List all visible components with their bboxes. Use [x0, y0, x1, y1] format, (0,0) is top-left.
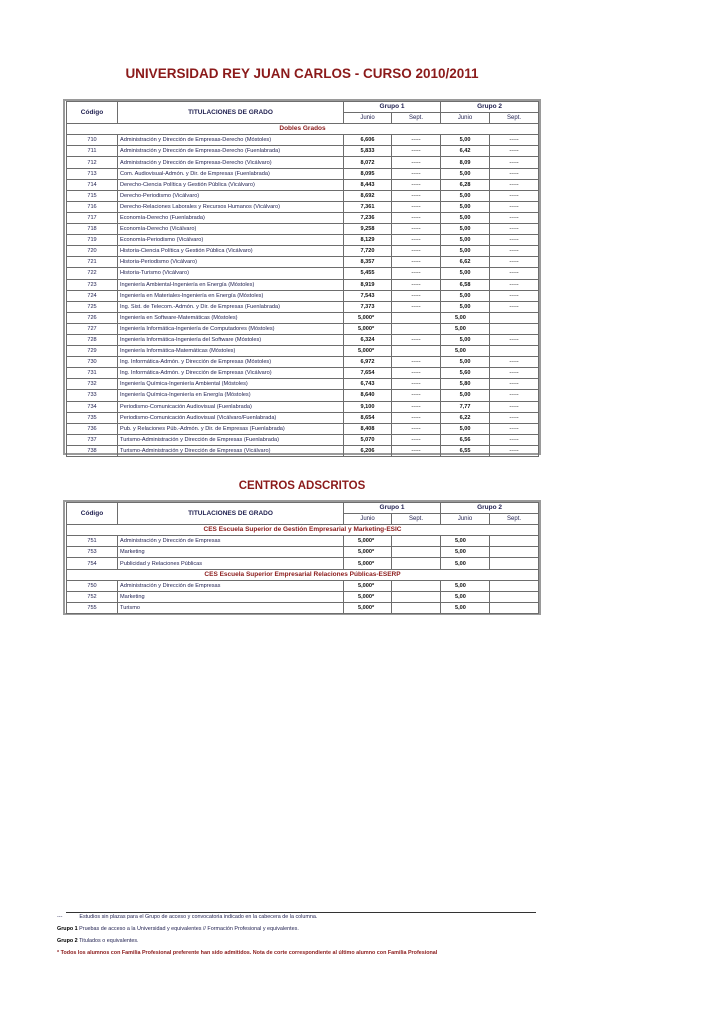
table-row	[67, 323, 539, 334]
centros-adscritos-title	[0, 480, 728, 492]
footnote-grupo2	[57, 938, 139, 944]
row-codigo: 755	[67, 602, 118, 613]
row-g1-sept: -----	[392, 235, 441, 246]
row-g2-sept: -----	[490, 257, 539, 268]
row-titulacion: Marketing	[118, 591, 344, 602]
row-g1-sept: -----	[392, 135, 441, 146]
row-g2-sept: -----	[490, 146, 539, 157]
table-row	[67, 401, 539, 412]
row-codigo: 751	[67, 536, 118, 547]
row-codigo: 721	[67, 257, 118, 268]
row-titulacion: Historia-Ciencia Política y Gestión Pública (Vicálvaro)	[118, 246, 344, 257]
row-titulacion: Ing. Sist. de Telecom.-Admón. y Dir. de Empresas (Fuenlabrada)	[118, 301, 344, 312]
row-g2-sept	[490, 547, 539, 558]
row-g1-sept: -----	[392, 246, 441, 257]
row-g1-junio: 7,373	[344, 301, 392, 312]
footnote-grupo2-label: Grupo 2	[57, 938, 78, 944]
table-row	[67, 246, 539, 257]
row-g1-junio: 8,654	[344, 412, 392, 423]
table-row	[67, 201, 539, 212]
section-esic: CES Escuela Superior de Gestión Empresarial y Marketing-ESIC	[67, 525, 539, 536]
row-g2-junio: 5,00	[441, 323, 490, 334]
row-g1-sept: -----	[392, 279, 441, 290]
row-g1-sept	[392, 547, 441, 558]
row-titulacion: Administración y Dirección de Empresas-Derecho (Fuenlabrada)	[118, 146, 344, 157]
table-row	[67, 235, 539, 246]
table-row	[67, 580, 539, 591]
row-codigo: 714	[67, 179, 118, 190]
footnote-divider	[66, 912, 536, 913]
row-codigo: 723	[67, 279, 118, 290]
row-g1-sept: -----	[392, 190, 441, 201]
row-g2-junio: 6,62	[441, 257, 490, 268]
row-titulacion: Administración y Dirección de Empresas-Derecho (Móstoles)	[118, 135, 344, 146]
row-codigo: 730	[67, 357, 118, 368]
row-g2-junio: 6,58	[441, 279, 490, 290]
row-g2-sept: -----	[490, 368, 539, 379]
row-codigo: 715	[67, 190, 118, 201]
row-g2-junio: 5,00	[441, 312, 490, 323]
row-g1-sept: -----	[392, 368, 441, 379]
header-grupo2: Grupo 2	[441, 503, 539, 514]
row-g2-junio: 5,00	[441, 547, 490, 558]
row-g2-junio: 6,28	[441, 179, 490, 190]
row-g1-sept: -----	[392, 390, 441, 401]
table-row	[67, 168, 539, 179]
row-g1-sept: -----	[392, 379, 441, 390]
row-g1-junio: 5,000*	[344, 536, 392, 547]
row-titulacion: Turismo-Administración y Dirección de Empresas (Fuenlabrada)	[118, 434, 344, 445]
row-g2-sept: -----	[490, 224, 539, 235]
row-titulacion: Administración y Dirección de Empresas	[118, 580, 344, 591]
row-g1-sept: -----	[392, 423, 441, 434]
row-titulacion: Turismo-Administración y Dirección de Empresas (Vicálvaro)	[118, 445, 344, 456]
table-row	[67, 357, 539, 368]
row-g2-junio: 5,00	[441, 346, 490, 357]
row-codigo: 738	[67, 445, 118, 456]
table-row	[67, 279, 539, 290]
table-row	[67, 212, 539, 223]
row-g2-sept: -----	[490, 157, 539, 168]
row-g1-sept	[392, 346, 441, 357]
header-junio-g2: Junio	[441, 514, 490, 525]
row-g1-sept: -----	[392, 268, 441, 279]
row-codigo: 728	[67, 334, 118, 345]
row-codigo: 722	[67, 268, 118, 279]
row-g2-sept	[490, 323, 539, 334]
row-g2-sept: -----	[490, 357, 539, 368]
header-sept-g1: Sept.	[392, 113, 441, 124]
row-titulacion: Derecho-Ciencia Política y Gestión Pública (Vicálvaro)	[118, 179, 344, 190]
row-codigo: 713	[67, 168, 118, 179]
row-codigo: 725	[67, 301, 118, 312]
row-g1-junio: 6,206	[344, 445, 392, 456]
row-g1-junio: 8,095	[344, 168, 392, 179]
row-codigo: 716	[67, 201, 118, 212]
row-g1-junio: 5,070	[344, 434, 392, 445]
row-g1-sept: -----	[392, 434, 441, 445]
row-titulacion: Ingeniería Informática-Ingeniería del Software (Móstoles)	[118, 334, 344, 345]
row-g2-junio: 5,00	[441, 591, 490, 602]
table-row	[67, 591, 539, 602]
row-g2-sept: -----	[490, 268, 539, 279]
row-g2-junio: 5,00	[441, 290, 490, 301]
footnote-grupo1	[57, 926, 299, 932]
row-titulacion: Publicidad y Relaciones Públicas	[118, 558, 344, 569]
row-titulacion: Pub. y Relaciones Púb.-Admón. y Dir. de Empresas (Fuenlabrada)	[118, 423, 344, 434]
table-row	[67, 547, 539, 558]
row-titulacion: Historia-Periodismo (Vicálvaro)	[118, 257, 344, 268]
row-g2-sept: -----	[490, 201, 539, 212]
row-titulacion: Ingeniería Ambiental-Ingeniería en Energía (Móstoles)	[118, 279, 344, 290]
row-g1-junio: 8,408	[344, 423, 392, 434]
row-g1-junio: 7,654	[344, 368, 392, 379]
row-g2-sept	[490, 536, 539, 547]
row-g2-sept: -----	[490, 290, 539, 301]
row-g1-sept: -----	[392, 224, 441, 235]
table-row	[67, 135, 539, 146]
row-g2-junio: 5,00	[441, 190, 490, 201]
row-g2-sept	[490, 580, 539, 591]
row-titulacion: Historia-Turismo (Vicálvaro)	[118, 268, 344, 279]
row-titulacion: Administración y Dirección de Empresas	[118, 536, 344, 547]
row-g2-junio: 5,00	[441, 212, 490, 223]
row-g1-junio: 8,692	[344, 190, 392, 201]
row-g1-sept: -----	[392, 401, 441, 412]
esic-rows	[67, 536, 539, 569]
row-g2-sept: -----	[490, 168, 539, 179]
table-row	[67, 390, 539, 401]
row-g2-sept: -----	[490, 301, 539, 312]
centros-adscritos-text: CENTROS ADSCRITOS	[238, 480, 366, 492]
row-g1-junio: 8,919	[344, 279, 392, 290]
row-g1-junio: 8,072	[344, 157, 392, 168]
row-g1-junio: 5,000*	[344, 346, 392, 357]
section-dobles-grados: Dobles Grados	[67, 124, 539, 135]
row-codigo: 727	[67, 323, 118, 334]
row-g2-sept: -----	[490, 334, 539, 345]
row-g2-junio: 5,00	[441, 602, 490, 613]
row-g2-junio: 5,00	[441, 580, 490, 591]
row-g2-junio: 6,42	[441, 146, 490, 157]
header-sept-g2: Sept.	[490, 514, 539, 525]
header-titulaciones: TITULACIONES DE GRADO	[118, 102, 344, 124]
row-g2-junio: 5,00	[441, 390, 490, 401]
row-g2-junio: 5,60	[441, 368, 490, 379]
row-g1-junio: 8,357	[344, 257, 392, 268]
row-g2-sept: -----	[490, 445, 539, 456]
row-g2-sept: -----	[490, 246, 539, 257]
row-g2-junio: 6,22	[441, 412, 490, 423]
table-row	[67, 368, 539, 379]
row-titulacion: Ingeniería en Materiales-Ingeniería en Energía (Móstoles)	[118, 290, 344, 301]
table-row	[67, 445, 539, 456]
footnote-dash-text: Estudios sin plazas para el Grupo de acceso y convocatoria indicado en la cabecera de la columna.	[79, 914, 318, 920]
row-g1-junio: 8,443	[344, 179, 392, 190]
footnote-dash	[57, 914, 317, 920]
row-g1-sept: -----	[392, 357, 441, 368]
footnote-grupo2-text: Titulados o equivalentes.	[79, 938, 139, 944]
dobles-rows	[67, 135, 539, 457]
row-codigo: 735	[67, 412, 118, 423]
header-grupo1: Grupo 1	[344, 503, 441, 514]
row-codigo: 731	[67, 368, 118, 379]
row-titulacion: Periodismo-Comunicación Audiovisual (Fuenlabrada)	[118, 401, 344, 412]
row-g1-junio: 7,720	[344, 246, 392, 257]
row-g1-junio: 6,324	[344, 334, 392, 345]
table-row	[67, 423, 539, 434]
row-codigo: 750	[67, 580, 118, 591]
row-g1-sept: -----	[392, 201, 441, 212]
row-g2-sept	[490, 591, 539, 602]
row-g1-sept	[392, 558, 441, 569]
row-g2-junio: 5,00	[441, 301, 490, 312]
page-title-text: UNIVERSIDAD REY JUAN CARLOS - CURSO 2010/2011	[125, 66, 479, 81]
header-grupo2: Grupo 2	[441, 102, 539, 113]
row-g2-junio: 5,00	[441, 135, 490, 146]
row-codigo: 752	[67, 591, 118, 602]
header-junio-g2: Junio	[441, 113, 490, 124]
row-g1-junio: 7,236	[344, 212, 392, 223]
table-row	[67, 179, 539, 190]
row-g1-junio: 7,361	[344, 201, 392, 212]
table-row	[67, 268, 539, 279]
row-g2-junio: 5,00	[441, 246, 490, 257]
row-g1-sept: -----	[392, 334, 441, 345]
row-g2-junio: 8,09	[441, 157, 490, 168]
row-g2-sept: -----	[490, 179, 539, 190]
row-g2-junio: 5,00	[441, 423, 490, 434]
table-row	[67, 434, 539, 445]
centros-adscritos-table	[66, 502, 539, 614]
row-titulacion: Ing. Informática-Admón. y Dirección de Empresas (Vicálvaro)	[118, 368, 344, 379]
table-row	[67, 558, 539, 569]
page-title	[0, 66, 728, 81]
row-g2-sept: -----	[490, 279, 539, 290]
row-g2-sept: -----	[490, 390, 539, 401]
row-titulacion: Ing. Informática-Admón. y Dirección de Empresas (Móstoles)	[118, 357, 344, 368]
table-row	[67, 536, 539, 547]
row-titulacion: Ingeniería Informática-Matemáticas (Móstoles)	[118, 346, 344, 357]
row-g1-sept	[392, 602, 441, 613]
header-titulaciones: TITULACIONES DE GRADO	[118, 503, 344, 525]
row-g1-junio: 6,972	[344, 357, 392, 368]
row-titulacion: Com. Audiovisual-Admón. y Dir. de Empresas (Fuenlabrada)	[118, 168, 344, 179]
row-g1-junio: 7,543	[344, 290, 392, 301]
row-titulacion: Ingeniería Informática-Ingeniería de Computadores (Móstoles)	[118, 323, 344, 334]
row-g1-sept: -----	[392, 179, 441, 190]
table-row	[67, 257, 539, 268]
row-g1-junio: 5,000*	[344, 323, 392, 334]
row-g1-sept: -----	[392, 168, 441, 179]
row-g2-sept	[490, 602, 539, 613]
row-g2-junio: 6,55	[441, 445, 490, 456]
row-g1-sept: -----	[392, 301, 441, 312]
row-titulacion: Economía-Derecho (Fuenlabrada)	[118, 212, 344, 223]
row-codigo: 729	[67, 346, 118, 357]
row-g2-sept: -----	[490, 412, 539, 423]
row-g1-sept: -----	[392, 412, 441, 423]
table-row	[67, 412, 539, 423]
row-g2-junio: 5,00	[441, 334, 490, 345]
row-g1-sept: -----	[392, 445, 441, 456]
row-codigo: 732	[67, 379, 118, 390]
row-g2-sept	[490, 558, 539, 569]
row-titulacion: Turismo	[118, 602, 344, 613]
row-g1-sept: -----	[392, 290, 441, 301]
row-g2-sept: -----	[490, 212, 539, 223]
table-row	[67, 157, 539, 168]
dobles-grados-table	[66, 101, 539, 457]
row-g2-junio: 5,00	[441, 235, 490, 246]
table-row	[67, 334, 539, 345]
row-g1-sept: -----	[392, 212, 441, 223]
table-row	[67, 301, 539, 312]
table-row	[67, 346, 539, 357]
row-g1-sept: -----	[392, 146, 441, 157]
table-row	[67, 190, 539, 201]
header-codigo: Código	[67, 503, 118, 525]
row-codigo: 737	[67, 434, 118, 445]
row-g2-sept: -----	[490, 235, 539, 246]
row-codigo: 753	[67, 547, 118, 558]
row-titulacion: Economía-Periodismo (Vicálvaro)	[118, 235, 344, 246]
row-g1-junio: 5,455	[344, 268, 392, 279]
row-g2-sept: -----	[490, 379, 539, 390]
row-g1-junio: 5,000*	[344, 580, 392, 591]
footnote-dash-label: ---	[57, 914, 63, 920]
row-g2-sept: -----	[490, 190, 539, 201]
row-g2-junio: 5,00	[441, 268, 490, 279]
row-g1-junio: 5,000*	[344, 591, 392, 602]
table-row	[67, 312, 539, 323]
row-codigo: 711	[67, 146, 118, 157]
row-g2-junio: 5,00	[441, 558, 490, 569]
row-codigo: 720	[67, 246, 118, 257]
row-titulacion: Derecho-Periodismo (Vicálvaro)	[118, 190, 344, 201]
row-g2-sept	[490, 312, 539, 323]
table-row	[67, 379, 539, 390]
header-junio-g1: Junio	[344, 514, 392, 525]
header-grupo1: Grupo 1	[344, 102, 441, 113]
row-g2-sept: -----	[490, 135, 539, 146]
row-g1-sept	[392, 591, 441, 602]
row-g1-junio: 9,258	[344, 224, 392, 235]
row-g1-sept	[392, 323, 441, 334]
row-titulacion: Marketing	[118, 547, 344, 558]
row-g2-sept: -----	[490, 423, 539, 434]
table-row	[67, 602, 539, 613]
row-g1-sept: -----	[392, 257, 441, 268]
row-codigo: 754	[67, 558, 118, 569]
header-codigo: Código	[67, 102, 118, 124]
row-g1-junio: 5,000*	[344, 602, 392, 613]
row-titulacion: Ingeniería Química-Ingeniería Ambiental (Móstoles)	[118, 379, 344, 390]
row-g1-junio: 6,743	[344, 379, 392, 390]
row-g2-junio: 5,00	[441, 357, 490, 368]
row-g1-sept	[392, 312, 441, 323]
row-titulacion: Periodismo-Comunicación Audiovisual (Vicálvaro/Fuenlabrada)	[118, 412, 344, 423]
row-codigo: 726	[67, 312, 118, 323]
row-g2-junio: 5,80	[441, 379, 490, 390]
row-g1-junio: 5,833	[344, 146, 392, 157]
row-g1-junio: 5,000*	[344, 312, 392, 323]
row-titulacion: Economía-Derecho (Vicálvaro)	[118, 224, 344, 235]
header-junio-g1: Junio	[344, 113, 392, 124]
header-sept-g1: Sept.	[392, 514, 441, 525]
row-g1-junio: 5,000*	[344, 558, 392, 569]
row-codigo: 712	[67, 157, 118, 168]
row-codigo: 733	[67, 390, 118, 401]
row-codigo: 736	[67, 423, 118, 434]
row-titulacion: Ingeniería Química-Ingeniería en Energía (Móstoles)	[118, 390, 344, 401]
row-g2-junio: 5,00	[441, 536, 490, 547]
row-g1-junio: 5,000*	[344, 547, 392, 558]
footnote-grupo1-text: Pruebas de acceso a la Universidad y equivalentes // Formación Profesional y equivalentes.	[79, 926, 299, 932]
row-g2-sept: -----	[490, 401, 539, 412]
row-g2-sept: -----	[490, 434, 539, 445]
row-g1-sept	[392, 536, 441, 547]
row-codigo: 717	[67, 212, 118, 223]
footnote-star-text: * Todos los alumnos con Familia Profesional preferente han sido admitidos. Nota de corte correspondiente al último alumno con Familia Profesional	[57, 950, 438, 956]
row-g1-junio: 6,606	[344, 135, 392, 146]
row-codigo: 734	[67, 401, 118, 412]
row-g1-junio: 8,640	[344, 390, 392, 401]
row-g1-sept: -----	[392, 157, 441, 168]
row-g2-junio: 5,00	[441, 224, 490, 235]
table-row	[67, 290, 539, 301]
footnote-star	[57, 950, 537, 956]
row-g2-junio: 5,00	[441, 201, 490, 212]
row-titulacion: Ingeniería en Software-Matemáticas (Móstoles)	[118, 312, 344, 323]
row-g1-junio: 8,129	[344, 235, 392, 246]
row-g1-junio: 9,100	[344, 401, 392, 412]
row-titulacion: Administración y Dirección de Empresas-Derecho (Vicálvaro)	[118, 157, 344, 168]
section-eserp: CES Escuela Superior Empresarial Relaciones Públicas-ESERP	[67, 569, 539, 580]
eserp-rows	[67, 580, 539, 613]
row-codigo: 710	[67, 135, 118, 146]
header-sept-g2: Sept.	[490, 113, 539, 124]
row-codigo: 719	[67, 235, 118, 246]
row-codigo: 724	[67, 290, 118, 301]
row-titulacion: Derecho-Relaciones Laborales y Recursos Humanos (Vicálvaro)	[118, 201, 344, 212]
footnote-grupo1-label: Grupo 1	[57, 926, 78, 932]
row-g1-sept	[392, 580, 441, 591]
table-row	[67, 224, 539, 235]
table-row	[67, 146, 539, 157]
row-codigo: 718	[67, 224, 118, 235]
row-g2-junio: 7,77	[441, 401, 490, 412]
row-g2-sept	[490, 346, 539, 357]
row-g2-junio: 6,56	[441, 434, 490, 445]
row-g2-junio: 5,00	[441, 168, 490, 179]
